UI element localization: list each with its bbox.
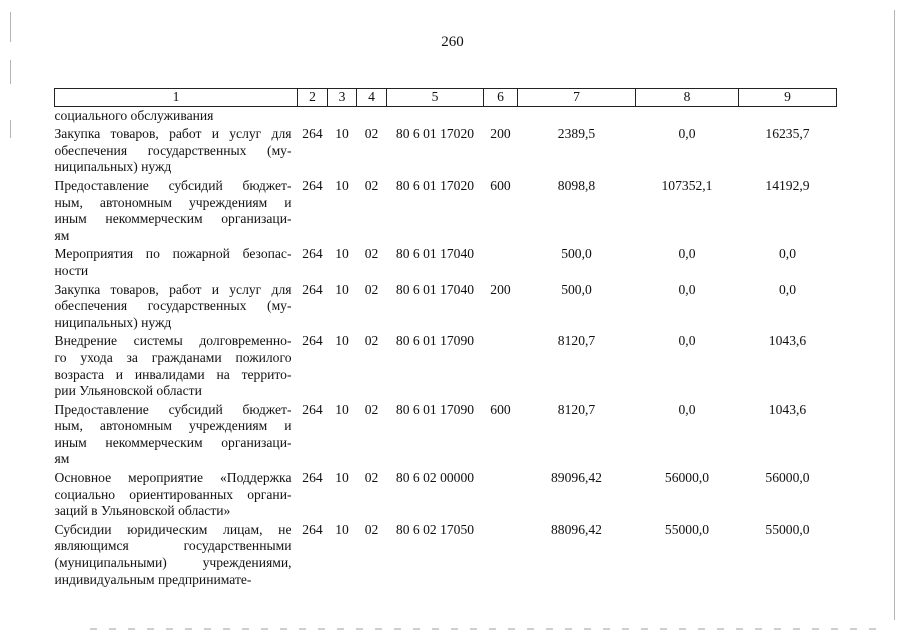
row-cell-c8: 0,0 — [678, 246, 696, 262]
row-cell-c9: 0,0 — [779, 281, 796, 297]
row-cell-c3 — [328, 106, 357, 126]
row-cell-c7: 89096,42 — [551, 470, 602, 486]
table-row — [55, 178, 837, 246]
row-cell-c9: 1043,6 — [768, 401, 807, 417]
row-name-cell — [55, 333, 298, 401]
row-name-line: обеспечения государственных (му- — [54, 298, 292, 314]
row-cell-c6: 200 — [490, 126, 511, 142]
row-cell-c7: 500,0 — [561, 281, 592, 297]
row-cell-c5: 80 6 01 17090 — [395, 333, 475, 349]
row-cell-c9: 56000,0 — [765, 470, 810, 486]
table-row — [55, 282, 837, 334]
row-name-line: Закупка товаров, работ и услуг для — [54, 281, 292, 297]
row-cell-c8: 107352,1 — [661, 177, 713, 193]
scan-noise-bottom — [90, 628, 880, 630]
header-col-1: 1 — [55, 89, 298, 107]
row-cell-c8: 0,0 — [678, 333, 696, 349]
table-row — [55, 126, 837, 178]
row-cell-c8: 0,0 — [678, 401, 696, 417]
row-name-line: являющимся государственными — [54, 538, 292, 554]
row-name-cell — [55, 126, 298, 178]
row-cell-c3: 10 — [335, 126, 349, 142]
scan-edge-left-low — [10, 120, 11, 138]
row-name-line: ям — [54, 227, 70, 243]
row-cell-c2: 264 — [302, 246, 323, 262]
scan-edge-right — [894, 10, 895, 620]
row-cell-c3: 10 — [335, 281, 349, 297]
header-col-7: 7 — [518, 89, 636, 107]
row-name-line: иным некоммерческим организаци- — [54, 211, 292, 227]
row-cell-c2: 264 — [302, 521, 323, 537]
row-cell-c6 — [484, 470, 518, 522]
row-name-line: (муниципальными) учреждениями, — [54, 555, 292, 571]
row-cell-c5: 80 6 01 17090 — [395, 401, 475, 417]
row-cell-c4: 02 — [364, 401, 379, 417]
row-cell-c8: 55000,0 — [664, 521, 710, 537]
page-number: 260 — [441, 34, 464, 50]
row-cell-c6 — [484, 333, 518, 401]
row-cell-c9: 1043,6 — [768, 333, 807, 349]
row-name-line: Основное мероприятие «Поддержка — [54, 470, 292, 486]
row-cell-c2: 264 — [302, 333, 323, 349]
row-cell-c3: 10 — [335, 521, 349, 537]
row-cell-c2: 264 — [302, 281, 323, 297]
header-col-5: 5 — [387, 89, 484, 107]
row-cell-c3: 10 — [335, 246, 349, 262]
row-name-line: Закупка товаров, работ и услуг для — [54, 126, 292, 142]
header-col-9: 9 — [739, 89, 837, 107]
header-col-6: 6 — [484, 89, 518, 107]
row-cell-c9: 0,0 — [779, 246, 796, 262]
row-cell-c6 — [484, 106, 518, 126]
row-name-cell — [55, 246, 298, 281]
header-col-4: 4 — [357, 89, 387, 107]
row-cell-c3: 10 — [335, 470, 349, 486]
row-cell-c4: 02 — [364, 470, 379, 486]
row-cell-c9: 14192,9 — [765, 177, 810, 193]
row-cell-c7: 8120,7 — [557, 333, 596, 349]
row-cell-c6 — [484, 246, 518, 281]
row-cell-c9 — [739, 106, 837, 126]
row-name-line: иным некоммерческим организаци- — [54, 434, 292, 450]
row-cell-c2: 264 — [302, 401, 323, 417]
header-col-2: 2 — [298, 89, 328, 107]
row-cell-c7: 500,0 — [561, 246, 592, 262]
row-cell-c9: 55000,0 — [765, 521, 810, 537]
row-cell-c5: 80 6 01 17040 — [395, 281, 475, 297]
table-body — [55, 106, 837, 590]
header-col-8: 8 — [636, 89, 739, 107]
row-cell-c4: 02 — [364, 333, 379, 349]
row-cell-c5: 80 6 02 17050 — [395, 521, 475, 537]
table-row — [55, 333, 837, 401]
row-name-line: ниципальных) нужд — [54, 159, 172, 175]
row-name-line: Внедрение системы долговременно- — [54, 333, 292, 349]
row-cell-c3: 10 — [335, 177, 349, 193]
header-row — [55, 89, 837, 107]
row-name-line: ям — [54, 451, 70, 467]
row-name-line: ниципальных) нужд — [54, 314, 172, 330]
row-cell-c7: 8120,7 — [557, 401, 596, 417]
row-cell-c8: 56000,0 — [664, 470, 710, 486]
row-cell-c4: 02 — [364, 521, 379, 537]
row-cell-c4: 02 — [364, 177, 379, 193]
row-cell-c8 — [636, 106, 739, 126]
table-row — [55, 246, 837, 281]
row-cell-c7 — [518, 106, 636, 126]
row-cell-c5: 80 6 01 17040 — [395, 246, 475, 262]
scan-edge-left-mid — [10, 60, 11, 84]
row-name-line: индивидуальным предпринимате- — [54, 571, 252, 587]
row-name-line: обеспечения государственных (му- — [54, 142, 292, 158]
row-cell-c8: 0,0 — [678, 126, 696, 142]
row-cell-c5: 80 6 01 17020 — [395, 126, 475, 142]
row-name-line: возраста и инвалидами на террито- — [54, 366, 292, 382]
row-cell-c3: 10 — [335, 333, 349, 349]
row-cell-c7: 2389,5 — [557, 126, 596, 142]
row-cell-c2: 264 — [302, 470, 323, 486]
budget-table — [54, 88, 837, 590]
row-cell-c2 — [298, 106, 328, 126]
row-cell-c6: 600 — [490, 401, 511, 417]
row-name-cell — [55, 282, 298, 334]
row-cell-c5 — [387, 106, 484, 126]
row-name-line: Предоставление субсидий бюджет- — [54, 401, 292, 417]
row-name-line: го ухода за гражданами пожилого — [54, 349, 292, 365]
row-name-cell — [55, 522, 298, 590]
row-name-line: Субсидии юридическим лицам, не — [54, 521, 292, 537]
table-row — [55, 402, 837, 470]
row-cell-c9: 16235,7 — [765, 126, 810, 142]
row-name-cell — [55, 178, 298, 246]
row-cell-c7: 88096,42 — [551, 521, 602, 537]
row-cell-c7: 8098,8 — [557, 177, 596, 193]
header-col-3: 3 — [328, 89, 357, 107]
row-name-line: Предоставление субсидий бюджет- — [54, 177, 292, 193]
row-cell-c6 — [484, 522, 518, 590]
row-cell-c5: 80 6 02 00000 — [395, 470, 475, 486]
row-cell-c4: 02 — [364, 126, 379, 142]
row-cell-c6: 200 — [490, 281, 511, 297]
row-name-cell — [55, 470, 298, 522]
table-row — [55, 470, 837, 522]
row-cell-c4: 02 — [364, 281, 379, 297]
row-name-line: социального обслуживания — [54, 107, 214, 123]
row-cell-c2: 264 — [302, 126, 323, 142]
row-cell-c5: 80 6 01 17020 — [395, 177, 475, 193]
row-name-line: ности — [54, 262, 89, 278]
row-name-line: ным, автономным учреждениям и — [54, 194, 292, 210]
row-name-line: рии Ульяновской области — [54, 383, 202, 399]
row-name-line: социально ориентированных органи- — [54, 486, 292, 502]
row-name-line: Мероприятия по пожарной безопас- — [54, 246, 292, 262]
row-name-cell — [55, 402, 298, 470]
table-row — [55, 106, 837, 126]
row-cell-c3: 10 — [335, 401, 349, 417]
row-name-line: ным, автономным учреждениям и — [54, 418, 292, 434]
row-name-line: заций в Ульяновской области» — [54, 503, 231, 519]
row-cell-c4: 02 — [364, 246, 379, 262]
table-row — [55, 522, 837, 590]
row-name-cell — [55, 106, 298, 126]
row-cell-c8: 0,0 — [678, 281, 696, 297]
row-cell-c6: 600 — [490, 177, 511, 193]
row-cell-c2: 264 — [302, 177, 323, 193]
row-cell-c4 — [357, 106, 387, 126]
